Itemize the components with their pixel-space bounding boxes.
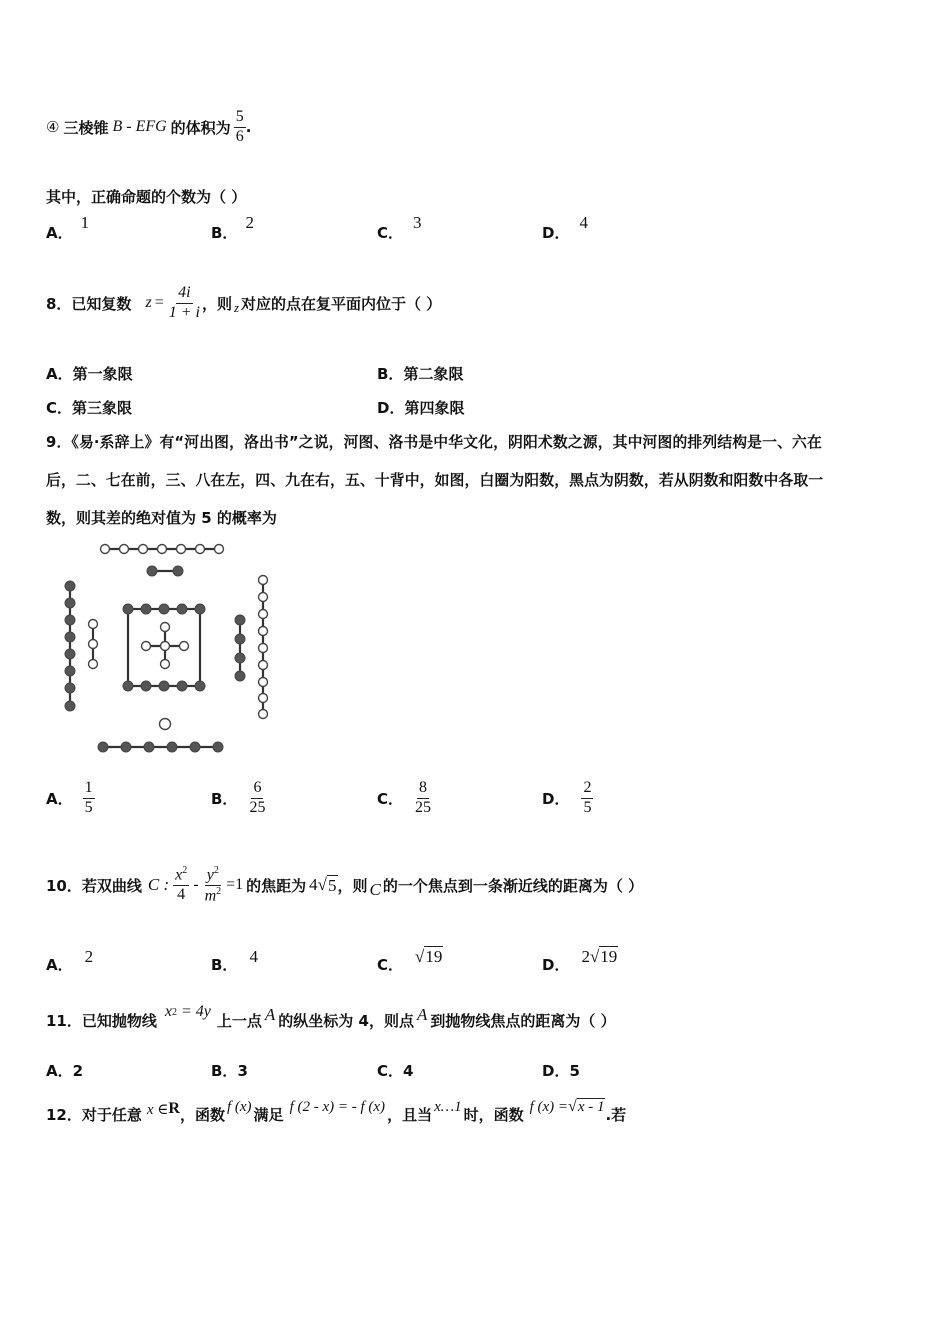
q9-line-3: 数，则其差的绝对值为 5 的概率为 <box>46 509 277 527</box>
option-sqrt-sign: √ <box>415 947 425 966</box>
white-dot <box>259 661 268 670</box>
q10-number: 10．若双曲线 <box>46 876 142 895</box>
black-dot <box>177 604 187 614</box>
black-dot <box>177 681 187 691</box>
q10-x-var: x <box>175 866 183 884</box>
option-numerator: 6 <box>251 779 263 798</box>
black-dot <box>98 742 108 752</box>
q10-c2: C <box>369 880 381 899</box>
q11-option-c <box>377 1060 413 1081</box>
q10-y-var: y <box>206 866 214 884</box>
q8-option-b <box>377 363 463 384</box>
black-dot <box>65 581 75 591</box>
option-numerator: 2 <box>581 779 593 798</box>
option-label: C． <box>377 1062 404 1080</box>
black-dot <box>195 604 205 614</box>
q10-x-numerator <box>173 865 189 886</box>
black-dot <box>65 615 75 625</box>
white-dot <box>161 642 170 651</box>
q12-text-b: 满足 <box>253 1105 284 1124</box>
q11-option-a <box>46 1060 83 1081</box>
option-denominator: 25 <box>249 798 266 816</box>
q7-option-a <box>46 213 90 243</box>
option-label: D． <box>542 789 570 808</box>
q9-option-d <box>542 772 593 824</box>
q8-option-c <box>46 397 132 418</box>
q8-z2: z <box>233 300 240 315</box>
q12-sqrt-sign: √ <box>568 1098 577 1115</box>
q8-z: z <box>145 294 152 311</box>
option-numerator: 8 <box>417 779 429 798</box>
q10-option-d <box>542 947 618 975</box>
option-label: B． <box>211 956 238 974</box>
black-dot <box>123 604 133 614</box>
option-label: B． <box>211 789 238 808</box>
option-denominator: 5 <box>583 798 592 816</box>
q12-fx: f (x) <box>226 1098 252 1115</box>
q10-x-square: 2 <box>182 865 188 877</box>
option-label: C． <box>46 399 73 417</box>
circled-4-marker: ④ <box>46 118 60 136</box>
q10-focal-coef: 4 <box>309 875 318 894</box>
q11-option-d <box>542 1060 580 1081</box>
option-label: D． <box>542 1062 570 1080</box>
q12-number: 12．对于任意 <box>46 1105 142 1124</box>
q7-option-c <box>377 213 422 243</box>
option-radicand: 19 <box>425 947 443 966</box>
q10-x-denominator: 4 <box>177 886 186 904</box>
black-dot <box>213 742 223 752</box>
option-numerator: 1 <box>83 779 95 798</box>
q8-question <box>46 278 441 328</box>
q11-eq: = 4y <box>180 1003 211 1020</box>
option-sqrt-sign: √ <box>589 947 600 966</box>
white-dot <box>89 660 98 669</box>
option-label: A． <box>46 789 73 808</box>
q7-item4-text-b: 的体积为 <box>170 118 231 137</box>
black-dot <box>159 681 169 691</box>
q10-m-var: m <box>204 886 217 904</box>
q10-m-square: 2 <box>216 885 222 897</box>
black-dot <box>65 666 75 676</box>
black-dot <box>235 671 245 681</box>
option-fraction <box>581 779 593 817</box>
option-value: 1 <box>80 213 90 232</box>
q10-x-fraction <box>173 865 189 904</box>
q9-line-1: 9．《易·系辞上》有“河出图，洛出书”之说，河图、洛书是中华文化，阴阳术数之源，其中河图的排列结构是一、六在 <box>46 434 822 451</box>
q9-option-a <box>46 772 95 824</box>
q7-question: 其中，正确命题的个数为（ ） <box>46 188 247 206</box>
black-dot <box>141 604 151 614</box>
q12-text-a: ，函数 <box>179 1105 225 1124</box>
q12-text-e: .若 <box>605 1105 627 1124</box>
q12-radicand: x - 1 <box>577 1099 605 1115</box>
hetu-diagram <box>50 536 280 758</box>
q8-option-d <box>377 397 464 418</box>
q9-line-2: 后，二、七在前，三、八在左，四、九在右，五、十背中，如图，白圈为阳数，黑点为阴数，若从阴数和阳数中各取一 <box>46 472 824 489</box>
option-label: A． <box>46 365 73 383</box>
option-label: A． <box>46 956 73 974</box>
q12-condition: f (2 - x) = - f (x) <box>289 1098 386 1115</box>
option-value: 3 <box>413 213 422 232</box>
black-dot <box>190 742 200 752</box>
q10-eq-one: =1 <box>226 876 244 893</box>
option-label: D． <box>542 956 570 974</box>
q11-point-a2: A <box>416 1005 428 1024</box>
q11-question <box>46 1000 616 1040</box>
white-dot <box>161 660 170 669</box>
black-dot <box>65 598 75 608</box>
q11-number: 11．已知抛物线 <box>46 1011 157 1030</box>
option-value: 4 <box>403 1062 414 1080</box>
option-value: 4 <box>249 947 258 966</box>
black-dot <box>195 681 205 691</box>
white-dot <box>177 545 186 554</box>
option-denominator: 5 <box>84 798 93 816</box>
option-radicand: 19 <box>600 947 618 966</box>
q8-fraction <box>167 284 202 322</box>
option-value: 第四象限 <box>404 399 465 417</box>
option-value: 3 <box>237 1062 248 1080</box>
option-value: 第三象限 <box>72 399 133 417</box>
q10-question <box>46 857 643 913</box>
option-denominator: 25 <box>415 798 432 816</box>
option-label: B． <box>211 224 238 242</box>
q10-option-a <box>46 947 94 975</box>
option-fraction <box>247 779 267 817</box>
q7-option-d <box>542 213 588 243</box>
q10-text-a: 的焦距为 <box>246 876 307 895</box>
white-dot <box>158 545 167 554</box>
q10-focal-radicand: 5 <box>328 875 337 895</box>
q12-x-in: x ∈ <box>146 1101 169 1118</box>
white-dot <box>259 644 268 653</box>
volume-numerator: 5 <box>234 108 246 127</box>
q10-minus: - <box>193 876 199 893</box>
option-fraction <box>413 779 433 817</box>
q12-text-c: ，且当 <box>387 1105 433 1124</box>
q10-text-b: ，则 <box>337 876 368 895</box>
white-dot <box>259 627 268 636</box>
q10-y-square: 2 <box>213 864 219 876</box>
option-value: 2 <box>84 947 94 966</box>
black-dot <box>144 742 154 752</box>
white-dot <box>259 593 268 602</box>
option-coef: 2 <box>581 947 590 966</box>
q10-y-fraction <box>203 865 224 905</box>
q11-option-b <box>211 1060 248 1081</box>
q10-sqrt-sign: √ <box>317 875 328 894</box>
black-dot <box>235 615 245 625</box>
q11-square: 2 <box>171 1006 177 1018</box>
q11-text-a: 上一点 <box>216 1011 262 1030</box>
q8-number: 8．已知复数 <box>46 294 132 313</box>
option-label: C． <box>377 224 404 242</box>
white-dot <box>259 710 268 719</box>
q11-x: x <box>164 1003 172 1020</box>
black-dot <box>141 681 151 691</box>
volume-fraction <box>234 108 246 146</box>
q7-item4-text-a: 三棱锥 <box>63 118 109 137</box>
black-dot <box>235 653 245 663</box>
q8-eq: = <box>154 294 164 311</box>
q12-text-d: 时，函数 <box>463 1105 524 1124</box>
q10-y-numerator <box>205 865 221 886</box>
option-fraction <box>83 779 95 817</box>
option-label: B． <box>377 365 404 383</box>
black-dot <box>173 566 183 576</box>
option-label: D． <box>377 399 405 417</box>
q8-option-a <box>46 363 133 384</box>
white-dot <box>259 610 268 619</box>
q12-inequality: x…1 <box>434 1098 462 1115</box>
black-dot <box>167 742 177 752</box>
option-label: A． <box>46 1062 73 1080</box>
white-dot <box>101 545 110 554</box>
q8-numerator: 4i <box>176 284 192 303</box>
white-dot <box>139 545 148 554</box>
q8-denominator: 1 + i <box>168 303 200 321</box>
option-label: C． <box>377 956 404 974</box>
q7-item-4 <box>46 102 251 152</box>
volume-denominator: 6 <box>235 127 244 145</box>
white-dot <box>259 678 268 687</box>
q11-point-a: A <box>264 1005 276 1024</box>
black-dot <box>65 683 75 693</box>
option-value: 第一象限 <box>72 365 133 383</box>
white-dot <box>89 620 98 629</box>
white-dot <box>196 545 205 554</box>
option-label: B． <box>211 1062 238 1080</box>
option-value: 2 <box>245 213 254 232</box>
black-dot <box>123 681 133 691</box>
white-dot <box>120 545 129 554</box>
black-dot <box>121 742 131 752</box>
q7-item4-tail: . <box>245 118 252 136</box>
white-dot <box>259 576 268 585</box>
white-dot <box>89 640 98 649</box>
black-dot <box>65 632 75 642</box>
white-dot <box>161 623 170 632</box>
q10-option-c <box>377 947 443 975</box>
white-dot <box>215 545 224 554</box>
q11-text-b: 的纵坐标为 4，则点 <box>278 1011 414 1030</box>
option-label: A． <box>46 224 73 242</box>
q8-text-end: 对应的点在复平面内位于（ ） <box>241 294 442 313</box>
q12-set-r: R <box>168 1100 180 1117</box>
white-dot <box>142 642 151 651</box>
option-value: 第二象限 <box>403 365 464 383</box>
option-value: 2 <box>72 1062 84 1080</box>
option-label: D． <box>542 224 570 242</box>
q10-text-c: 的一个焦点到一条渐近线的距离为（ ） <box>382 876 644 895</box>
black-dot <box>65 649 75 659</box>
black-dot <box>235 634 245 644</box>
black-dot <box>159 604 169 614</box>
option-value: 5 <box>569 1062 580 1080</box>
white-dot <box>259 694 268 703</box>
option-label: C． <box>377 789 404 808</box>
q10-curve-name: C : <box>147 875 170 894</box>
q12-fx2: f (x) = <box>529 1098 569 1115</box>
solid-name: B - EFG <box>112 118 167 135</box>
q9-option-c <box>377 772 433 824</box>
q7-option-b <box>211 213 254 243</box>
white-dot <box>180 642 189 651</box>
option-value: 4 <box>579 213 588 232</box>
black-dot <box>147 566 157 576</box>
black-dot <box>65 701 75 711</box>
white-dot <box>160 719 171 730</box>
q12-question <box>46 1094 626 1134</box>
q9-option-b <box>211 772 267 824</box>
q8-text-mid: ，则 <box>201 294 232 313</box>
q11-text-c: 到抛物线焦点的距离为（ ） <box>430 1011 616 1030</box>
q10-option-b <box>211 947 258 975</box>
q10-y-denominator <box>203 886 224 906</box>
